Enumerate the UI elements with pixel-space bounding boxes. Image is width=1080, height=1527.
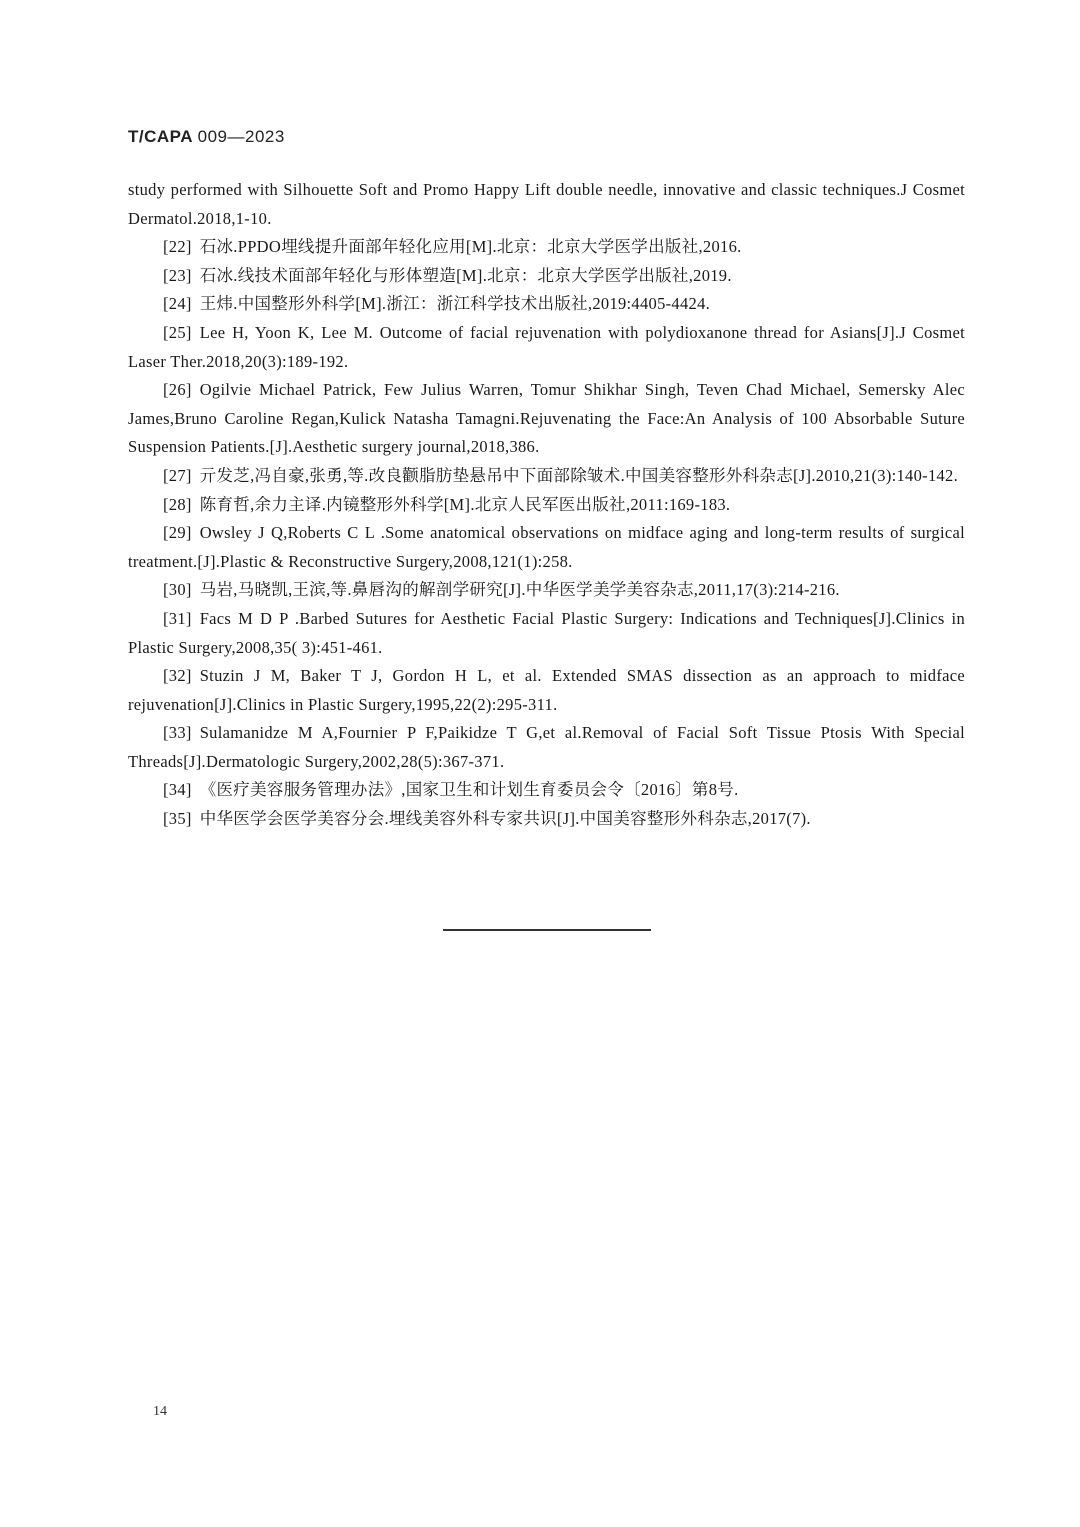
reference-number: [26] — [163, 380, 192, 400]
reference-text: 王炜.中国整形外科学[M].浙江：浙江科学技术出版社,2019:4405-4424. — [199, 294, 711, 314]
reference-item — [128, 462, 965, 491]
reference-item — [128, 319, 965, 376]
reference-text: Ogilvie Michael Patrick, Few Julius Warren, Tomur Shikhar Singh, Teven Chad Michael, Semersky Alec James,Bruno Caroline Regan,Kulick Natasha Tamagni.Rejuvenating the Face:An Analysis of 100 Absorbable Suture Suspension Patients.[J].Aesthetic surgery journal,2018,386. — [128, 380, 965, 457]
reference-item — [128, 491, 965, 520]
reference-item — [128, 662, 965, 719]
reference-number: [29] — [163, 523, 192, 543]
reference-item — [128, 776, 965, 805]
page-number: 14 — [153, 1404, 167, 1419]
reference-item — [128, 290, 965, 319]
reference-number: [24] — [163, 294, 192, 314]
reference-text: 亓发芝,冯自豪,张勇,等.改良颧脂肪垫悬吊中下面部除皱术.中国美容整形外科杂志[J].2010,21(3):140-142. — [199, 465, 959, 485]
reference-item — [128, 576, 965, 605]
reference-text: Lee H, Yoon K, Lee M. Outcome of facial rejuvenation with polydioxanone thread for Asians[J].J Cosmet Laser Ther.2018,20(3):189-192. — [128, 322, 965, 371]
reference-item — [128, 805, 965, 834]
page-header — [128, 127, 285, 147]
reference-item — [128, 233, 965, 262]
reference-number: [27] — [163, 465, 192, 485]
reference-item — [128, 176, 965, 233]
reference-item — [128, 262, 965, 291]
reference-item — [128, 376, 965, 462]
reference-text: 中华医学会医学美容分会.埋线美容外科专家共识[J].中国美容整形外科杂志,2017(7). — [199, 809, 811, 829]
reference-item — [128, 719, 965, 776]
reference-number: [31] — [163, 608, 192, 628]
reference-text: Stuzin J M, Baker T J, Gordon H L, et al. Extended SMAS dissection as an approach to midface rejuvenation[J].Clinics in Plastic Surgery,1995,22(2):295-311. — [128, 666, 965, 714]
reference-list — [128, 176, 965, 834]
reference-number: [25] — [163, 322, 192, 342]
reference-text: Sulamanidze M A,Fournier P F,Paikidze T G,et al.Removal of Facial Soft Tissue Ptosis With Special Threads[J].Dermatologic Surgery,2002,28(5):367-371. — [128, 723, 965, 771]
reference-number: [28] — [163, 494, 192, 514]
reference-number: [32] — [163, 666, 192, 686]
reference-item — [128, 519, 965, 576]
standard-doc-number: 009—2023 — [197, 127, 285, 146]
reference-number: [22] — [163, 237, 192, 257]
standard-org-code: T/CAPA — [128, 127, 193, 146]
reference-number: [35] — [163, 809, 192, 829]
reference-text: 石冰.线技术面部年轻化与形体塑造[M].北京：北京大学医学出版社,2019. — [199, 265, 732, 285]
reference-number: [23] — [163, 265, 192, 285]
reference-number: [33] — [163, 723, 192, 743]
reference-number: [30] — [163, 580, 192, 600]
reference-text: Facs M D P .Barbed Sutures for Aesthetic Facial Plastic Surgery: Indications and Techniques[J].Clinics in Plastic Surgery,2008,35( 3):451-461. — [128, 608, 965, 657]
reference-text: Owsley J Q,Roberts C L .Some anatomical observations on midface aging and long-term results of surgical treatment.[J].Plastic & Reconstructive Surgery,2008,121(1):258. — [128, 523, 965, 571]
reference-text: 石冰.PPDO埋线提升面部年轻化应用[M].北京：北京大学医学出版社,2016. — [199, 237, 742, 257]
reference-text: 马岩,马晓凯,王滨,等.鼻唇沟的解剖学研究[J].中华医学美学美容杂志,2011,17(3):214-216. — [199, 580, 840, 600]
reference-number: [34] — [163, 780, 192, 800]
end-of-document-rule — [443, 929, 651, 931]
reference-text: 陈育哲,余力主译.内镜整形外科学[M].北京人民军医出版社,2011:169-183. — [199, 494, 731, 514]
reference-text: 《医疗美容服务管理办法》,国家卫生和计划生育委员会令〔2016〕第8号. — [199, 780, 739, 800]
reference-item — [128, 605, 965, 662]
reference-text: study performed with Silhouette Soft and Promo Happy Lift double needle, innovative and classic techniques.J Cosmet Dermatol.2018,1-10. — [128, 180, 965, 228]
